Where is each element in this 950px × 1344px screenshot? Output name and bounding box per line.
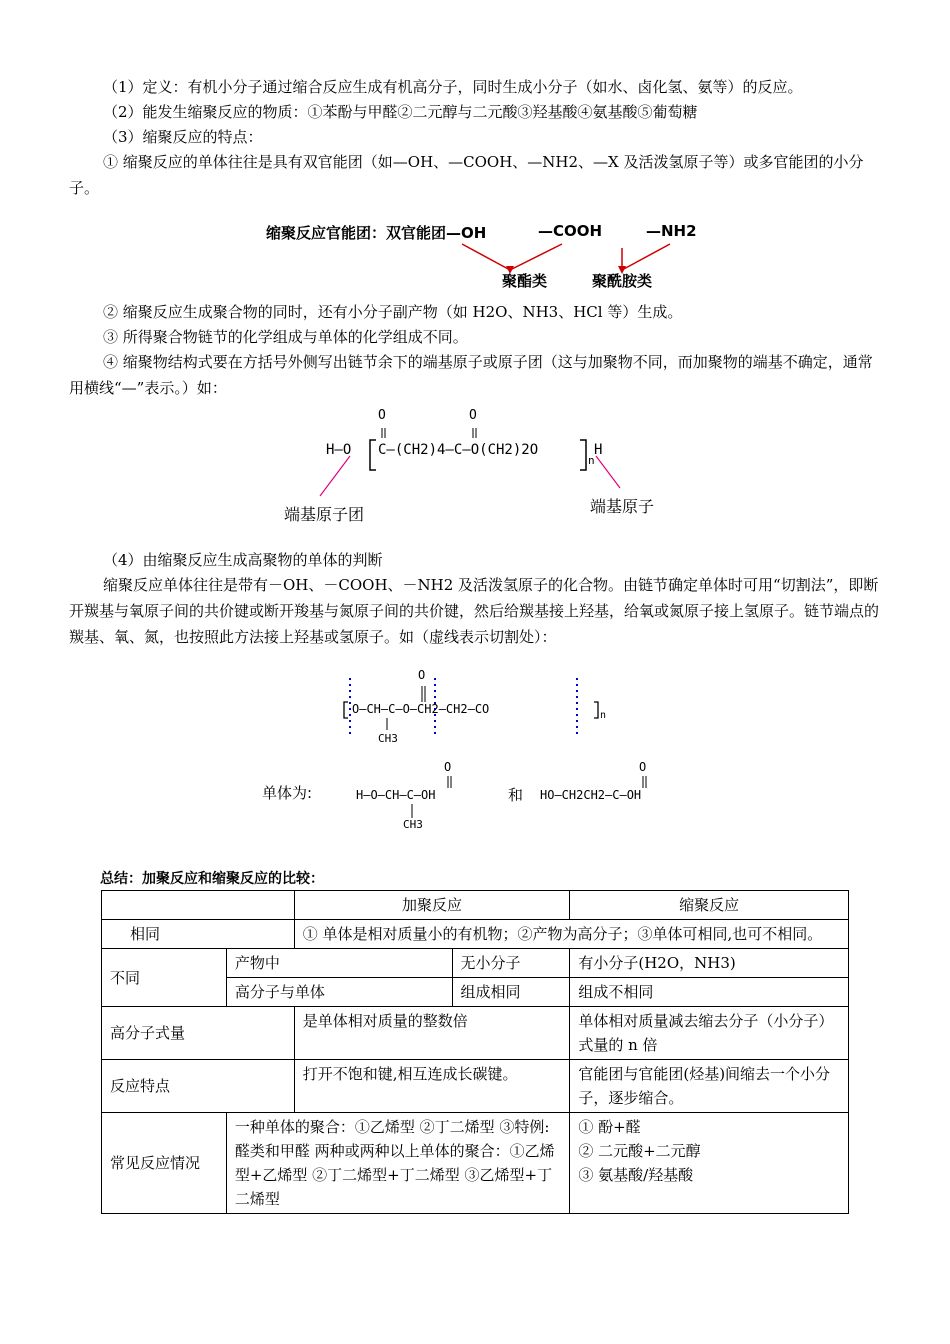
table-row — [102, 920, 849, 949]
monomer-label: 单体为: — [262, 784, 313, 802]
table-row — [102, 949, 849, 978]
row-mw-label: 高分子式量 — [102, 1007, 295, 1060]
section-4-body: 缩聚反应单体往往是带有－OH、－COOH、－NH2 及活泼氢原子的化合物。由链节确定单体时可用“切割法”，即断开羰基与氧原子间的共价键或断开羧基与氮原子间的共价键，然后给羰基接上羟基，给氧或氮原子接上氢原子。链节端点的羰基、氧、氮，也按照此方法接上羟基或氢原子。如（虚线表示切割处）： — [69, 576, 880, 646]
features-heading: （3）缩聚反应的特点： — [103, 128, 263, 146]
cooh-label: —COOH — [538, 222, 603, 240]
carbonyl-o-2: O — [469, 408, 477, 423]
feature-1-paragraph: ① 缩聚反应的单体往往是具有双官能团（如—OH、—COOH、—NH2、—X 及活泼氢原子等）或多官能团的小分子。 — [69, 153, 864, 197]
end-atom-label: 端基原子 — [590, 497, 655, 516]
monomer-figure — [262, 760, 712, 840]
cut-carbonyl-o: O — [418, 668, 426, 682]
header-addition: 加聚反应 — [294, 891, 570, 920]
row-same-text: ① 单体是相对质量小的有机物；②产物为高分子；③单体可相同,也可不相同。 — [294, 920, 848, 949]
feature-2-paragraph: ② 缩聚反应生成聚合物的同时，还有小分子副产物（如 H2O、NH3、HCl 等）生成。 — [103, 303, 683, 321]
nh2-label: —NH2 — [646, 222, 697, 240]
header-condensation: 缩聚反应 — [570, 891, 849, 920]
row-common-add: 一种单体的聚合：①乙烯型 ②丁二烯型 ③特例:醛类和甲醛 两种或两种以上单体的聚合：①乙烯型+乙烯型 ②丁二烯型+丁二烯型 ③乙烯型+丁二烯型 — [226, 1113, 570, 1214]
row-common-cond — [570, 1113, 849, 1214]
feature-4-paragraph: ④ 缩聚物结构式要在方括号外侧写出链节余下的端基原子或原子团（这与加聚物不同，而加聚物的端基不确定，通常用横线“—”表示。）如： — [69, 353, 873, 397]
row-mw-cond: 单体相对质量减去缩去分子（小分子）式量的 n 倍 — [570, 1007, 849, 1060]
row-same-label: 相同 — [102, 920, 295, 949]
cutting-method-figure — [336, 668, 696, 758]
repeat-count: n — [588, 454, 595, 467]
row-feature-add: 打开不饱和键,相互连成长碳键。 — [294, 1060, 570, 1113]
comparison-table — [101, 890, 849, 1214]
row-mw-add: 是单体相对质量的整数倍 — [294, 1007, 570, 1060]
monomer-1-o: O — [444, 760, 452, 774]
monomer-1-methyl: CH3 — [403, 818, 423, 831]
diff-composition-cond: 组成不相同 — [570, 978, 849, 1007]
left-end-group: H—O — [326, 442, 352, 458]
header-empty — [102, 891, 295, 920]
table-header-row — [102, 891, 849, 920]
table-row — [102, 1060, 849, 1113]
feature-3-paragraph: ③ 所得聚合物链节的化学组成与单体的化学组成不同。 — [103, 328, 468, 346]
monomer-2-o: O — [639, 760, 647, 774]
row-common-label: 常见反应情况 — [102, 1113, 227, 1214]
common-cond-item-1: ① 酚+醛 — [578, 1118, 641, 1136]
right-end-atom: H — [594, 442, 603, 458]
table-row — [102, 1113, 849, 1214]
diff-composition-add: 组成相同 — [452, 978, 570, 1007]
row-diff-label: 不同 — [102, 949, 227, 1007]
cut-repeat-unit: O—CH—C—O—CH2—CH2—CO — [352, 702, 490, 716]
cut-repeat-count: n — [600, 710, 607, 721]
diff-product-add: 无小分子 — [452, 949, 570, 978]
end-group-label: 端基原子团 — [284, 505, 365, 524]
cut-methyl: CH3 — [378, 732, 398, 745]
diff-composition-label: 高分子与单体 — [226, 978, 452, 1007]
functional-group-figure — [262, 218, 712, 293]
definition-paragraph: （1）定义：有机小分子通过缩合反应生成有机高分子，同时生成小分子（如水、卤化氢、氨等）的反应。 — [103, 78, 803, 96]
common-cond-item-2: ② 二元酸+二元醇 — [578, 1142, 701, 1160]
polyester-structure-figure — [280, 408, 680, 528]
polyester-label: 聚酯类 — [502, 272, 548, 290]
repeat-unit: C—(CH2)4—C—O(CH2)2O — [378, 442, 539, 458]
functional-group-title: 缩聚反应官能团：双官能团—OH — [266, 224, 487, 242]
table-row — [102, 1007, 849, 1060]
polyamide-label: 聚酰胺类 — [592, 272, 653, 290]
section-4-title: （4）由缩聚反应生成高聚物的单体的判断 — [103, 551, 383, 569]
lactic-acid-monomer: H—O—CH—C—OH — [356, 788, 436, 802]
and-label: 和 — [508, 786, 524, 804]
diff-product-cond: 有小分子(H2O，NH3) — [570, 949, 849, 978]
substances-paragraph: （2）能发生缩聚反应的物质：①苯酚与甲醛②二元醇与二元酸③羟基酸④氨基酸⑤葡萄糖 — [103, 103, 698, 121]
row-feature-label: 反应特点 — [102, 1060, 295, 1113]
hydroxypropionic-acid-monomer: HO—CH2CH2—C—OH — [540, 788, 642, 802]
diff-product-label: 产物中 — [226, 949, 452, 978]
summary-title: 总结：加聚反应和缩聚反应的比较： — [100, 871, 324, 887]
common-cond-item-3: ③ 氨基酸/羟基酸 — [578, 1166, 694, 1184]
row-feature-cond: 官能团与官能团(烃基)间缩去一个小分子，逐步缩合。 — [570, 1060, 849, 1113]
carbonyl-o-1: O — [378, 408, 386, 423]
